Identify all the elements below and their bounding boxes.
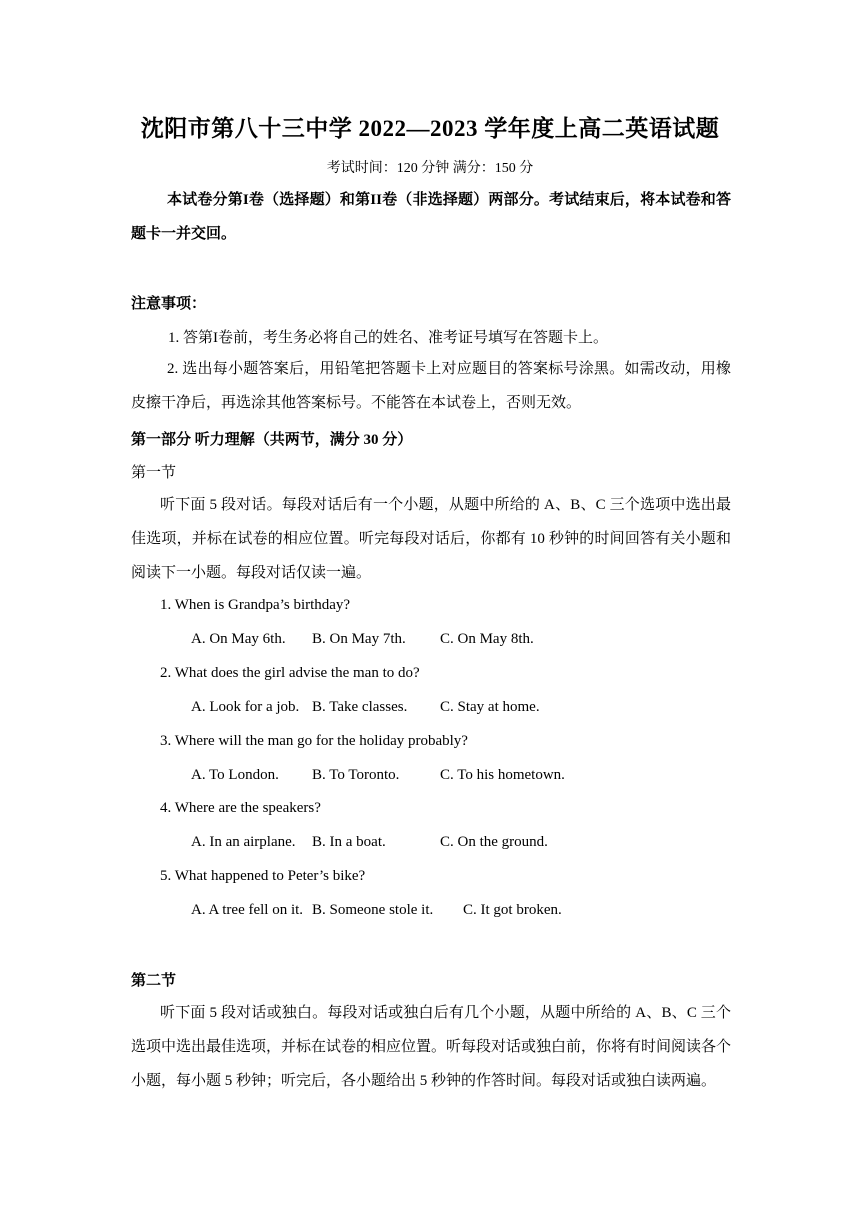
section1-instructions: 听下面 5 段对话。每段对话后有一个小题，从题中所给的 A、B、C 三个选项中选出最佳选项，并标在试卷的相应位置。听完每段对话后，你都有 10 秒钟的时间回答有关小题和阅读下一小题。每段对话仅读一遍。 — [131, 497, 731, 581]
notice-heading: 注意事项： — [131, 296, 207, 312]
question-3-option-b: B. To Toronto. — [312, 767, 400, 783]
question-3-option-a: A. To London. — [191, 767, 279, 783]
part1-heading: 第一部分 听力理解（共两节，满分 30 分） — [131, 432, 413, 448]
notice-item-1: 1. 答第I卷前，考生务必将自己的姓名、准考证号填写在答题卡上。 — [168, 330, 608, 346]
question-1-option-c: C. On May 8th. — [440, 631, 534, 647]
question-1-option-a: A. On May 6th. — [191, 631, 286, 647]
question-3-option-c: C. To his hometown. — [440, 767, 565, 783]
question-2-option-b: B. Take classes. — [312, 699, 408, 715]
question-5-option-a: A. A tree fell on it. — [191, 902, 304, 918]
intro-paragraph: 本试卷分第I卷（选择题）和第II卷（非选择题）两部分。考试结束后，将本试卷和答题卡一并交回。 — [131, 192, 731, 242]
question-1: 1. When is Grandpa’s birthday? — [160, 597, 351, 613]
question-4: 4. Where are the speakers? — [160, 800, 321, 816]
question-4-option-c: C. On the ground. — [440, 834, 548, 850]
section1-heading: 第一节 — [131, 465, 177, 481]
question-5-option-c: C. It got broken. — [463, 902, 562, 918]
question-3: 3. Where will the man go for the holiday probably? — [160, 733, 468, 749]
question-1-option-b: B. On May 7th. — [312, 631, 406, 647]
question-2-option-a: A. Look for a job. — [191, 699, 300, 715]
question-5: 5. What happened to Peter’s bike? — [160, 868, 366, 884]
exam-info: 考试时间：120 分钟 满分：150 分 — [326, 161, 534, 176]
section2-heading: 第二节 — [131, 973, 177, 989]
question-2-option-c: C. Stay at home. — [440, 699, 540, 715]
question-2: 2. What does the girl advise the man to do? — [160, 665, 420, 681]
notice-item-2: 2. 选出每小题答案后，用铅笔把答题卡上对应题目的答案标号涂黑。如需改动，用橡皮擦干净后，再选涂其他答案标号。不能答在本试卷上，否则无效。 — [131, 361, 731, 411]
question-4-option-b: B. In a boat. — [312, 834, 386, 850]
page-title: 沈阳市第八十三中学 2022—2023 学年度上高二英语试题 — [140, 116, 720, 141]
section2-instructions: 听下面 5 段对话或独白。每段对话或独白后有几个小题，从题中所给的 A、B、C 三个选项中选出最佳选项，并标在试卷的相应位置。听每段对话或独白前，你将有时间阅读各个小题，每小题 5 秒钟；听完后，各小题给出 5 秒钟的作答时间。每段对话或独白读两遍。 — [131, 1005, 732, 1089]
question-5-option-b: B. Someone stole it. — [312, 902, 434, 918]
question-4-option-a: A. In an airplane. — [191, 834, 296, 850]
